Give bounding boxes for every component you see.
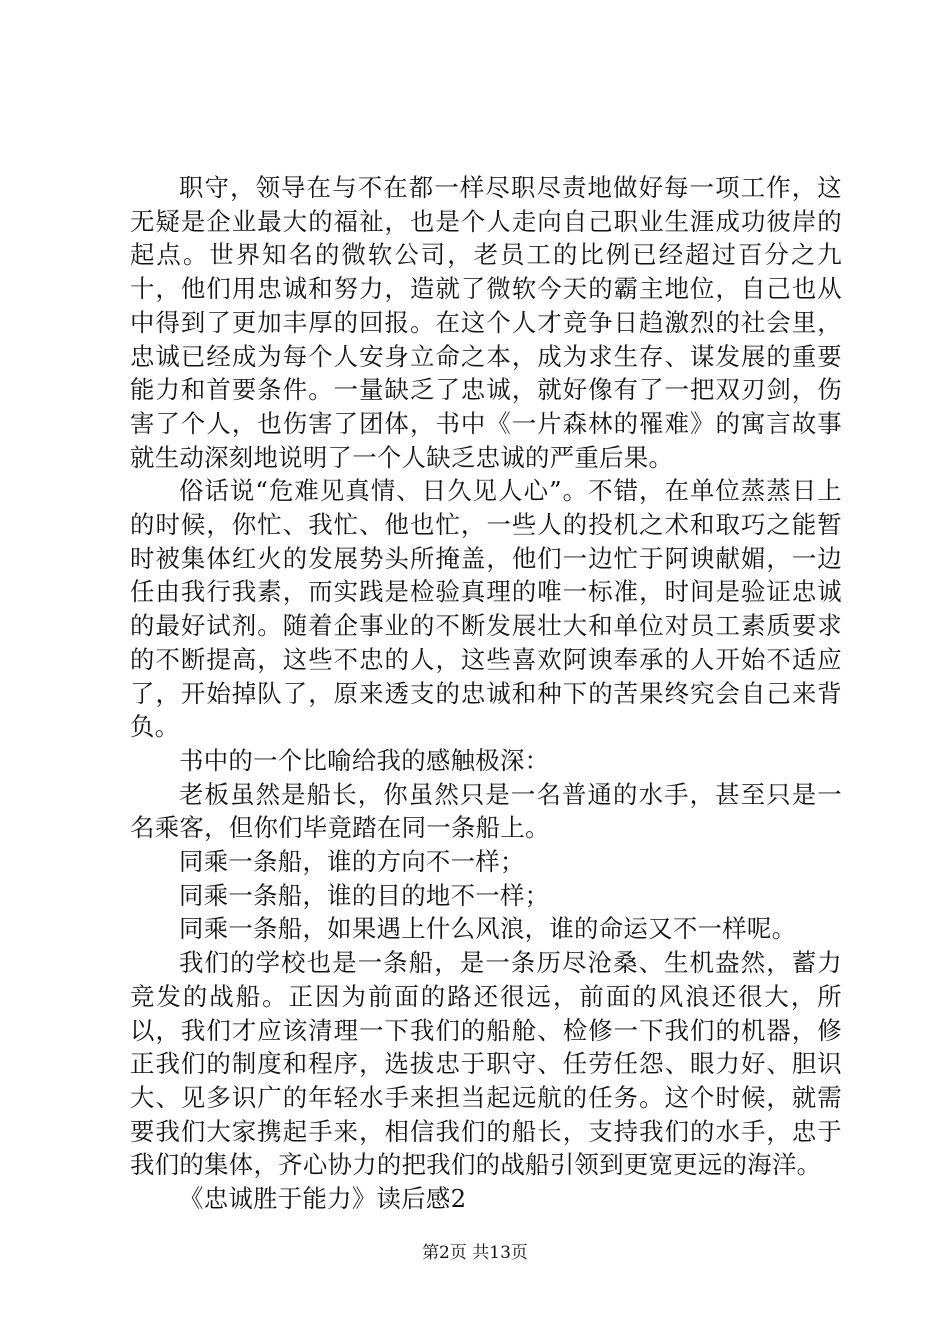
section-heading: 《忠诚胜于能力》读后感2 xyxy=(179,1184,467,1214)
paragraph-school-ship: 我们的学校也是一条船，是一条历尽沧桑、生机盎然，蓄力竞发的战船。正因为前面的路还很远，前面的风浪还很大，所以，我们才应该清理一下我们的船舱、检修一下我们的机器，修正我们的制度和程序，选拔忠于职守、任劳任怨、眼力好、胆识大、见多识广的年轻水手来担当起远航的任务。这个时候，就需要我们大家携起手来，相信我们的船长，支持我们的水手，忠于我们的集体，齐心协力的把我们的战船引领到更宽更远的海洋。 xyxy=(130,948,842,1180)
page-number-footer: 第2页 共13页 xyxy=(422,1243,528,1263)
paragraph-same-boat-destination: 同乘一条船，谁的目的地不一样； xyxy=(179,880,550,910)
paragraph-metaphor-intro: 书中的一个比喻给我的感触极深： xyxy=(179,745,550,775)
paragraph-same-boat-direction: 同乘一条船，谁的方向不一样； xyxy=(179,847,525,877)
paragraph-loyalty-duty: 职守，领导在与不在都一样尽职尽责地做好每一项工作，这无疑是企业最大的福祉，也是个人走向自己职业生涯成功彼岸的起点。世界知名的微软公司，老员工的比例已经超过百分之九十，他们用忠诚和努力，造就了微软今天的霸主地位，自己也从中得到了更加丰厚的回报。在这个人才竞争日趋激烈的社会里，忠诚已经成为每个人安身立命之本，成为求生存、谋发展的重要能力和首要条件。一量缺乏了忠诚，就好像有了一把双刃剑，伤害了个人，也伤害了团体，书中《一片森林的罹难》的寓言故事就生动深刻地说明了一个人缺乏忠诚的严重后果。 xyxy=(130,173,842,472)
paragraph-same-boat-fate: 同乘一条船，如果遇上什么风浪，谁的命运又不一样呢。 xyxy=(179,914,797,944)
page-body xyxy=(130,171,842,1216)
paragraph-boss-captain: 老板虽然是船长，你虽然只是一名普通的水手，甚至只是一名乘客，但你们毕竟踏在同一条船上。 xyxy=(130,779,842,843)
paragraph-proverb: 俗话说“危难见真情、日久见人心”。不错，在单位蒸蒸日上的时候，你忙、我忙、他也忙，一些人的投机之术和取巧之能暂时被集体红火的发展势头所掩盖，他们一边忙于阿谀献媚，一边任由我行我素，而实践是检验真理的唯一标准，时间是验证忠诚的最好试剂。随着企事业的不断发展壮大和单位对员工素质要求的不断提高，这些不忠的人，这些喜欢阿谀奉承的人开始不适应了，开始掉队了，原来透支的忠诚和种下的苦果终究会自己来背负。 xyxy=(130,476,842,742)
